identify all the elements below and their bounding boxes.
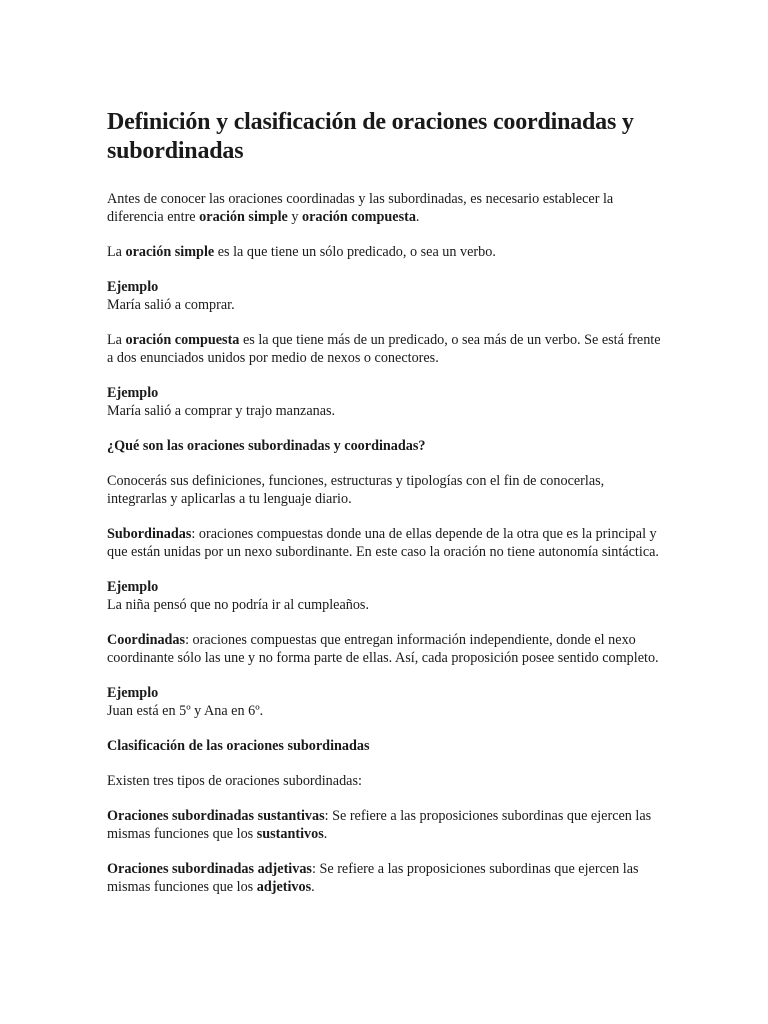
example-1 xyxy=(107,278,667,314)
adjetivas-bold: Oraciones subordinadas adjetivas xyxy=(107,861,312,877)
conoceras-paragraph: Conocerás sus definiciones, funciones, estructuras y tipologías con el fin de conocerlas, integrarlas y aplicarlas a tu lenguaje diario. xyxy=(107,473,605,507)
adjetivas-paragraph xyxy=(107,860,667,896)
intro-bold-simple: oración simple xyxy=(199,209,288,225)
simple-bold: oración simple xyxy=(125,244,215,260)
compuesta-paragraph xyxy=(107,331,667,367)
subordinadas-text: : oraciones compuestas donde una de ellas depende de la otra que es la principal y que están unidas por un nexo subordinante. En este caso la oración no tiene autonomía sintáctica. xyxy=(107,526,659,560)
adjetivas-bold-2: adjetivos xyxy=(256,879,312,895)
coordinadas-bold: Coordinadas xyxy=(107,632,186,648)
coordinadas-text: : oraciones compuestas que entregan información independiente, donde el nexo coordinante sólo las une y no forma parte de ellas. Así, cada proposición posee sentido completo. xyxy=(107,632,659,666)
intro-text-start: Antes de conocer las oraciones coordinadas y las subordinadas, es necesario establecer la diferencia entre xyxy=(107,191,614,225)
compuesta-bold: oración compuesta xyxy=(125,332,240,348)
simple-paragraph xyxy=(107,243,667,261)
sustantivas-paragraph xyxy=(107,807,667,843)
simple-text-start: La xyxy=(107,244,126,260)
example-2-text: María salió a comprar y trajo manzanas. xyxy=(107,403,336,419)
document-page xyxy=(107,108,667,913)
intro-paragraph xyxy=(107,190,667,226)
intro-text-end: . xyxy=(415,209,420,225)
page-title: Definición y clasificación de oraciones coordinadas y subordinadas xyxy=(107,109,634,164)
example-4-label: Ejemplo xyxy=(107,685,159,701)
example-2-label: Ejemplo xyxy=(107,385,159,401)
subordinadas-bold: Subordinadas xyxy=(107,526,192,542)
sustantivas-bold-2: sustantivos xyxy=(256,826,324,842)
clasificacion-heading: Clasificación de las oraciones subordinadas xyxy=(107,738,370,754)
example-3 xyxy=(107,578,667,614)
intro-text-mid: y xyxy=(287,209,303,225)
simple-text-end: es la que tiene un sólo predicado, o sea un verbo. xyxy=(214,244,496,260)
example-4-text: Juan está en 5º y Ana en 6º. xyxy=(107,703,264,719)
sustantivas-text: : Se refiere a las proposiciones subordinas que ejercen las mismas funciones que los xyxy=(107,808,652,842)
subordinadas-paragraph xyxy=(107,525,667,561)
example-2 xyxy=(107,384,667,420)
example-1-text: María salió a comprar. xyxy=(107,297,235,313)
example-4 xyxy=(107,684,667,720)
example-3-text: La niña pensó que no podría ir al cumpleaños. xyxy=(107,597,369,613)
question-heading: ¿Qué son las oraciones subordinadas y coordinadas? xyxy=(107,438,426,454)
sustantivas-end: . xyxy=(323,826,328,842)
example-1-label: Ejemplo xyxy=(107,279,159,295)
sustantivas-bold: Oraciones subordinadas sustantivas xyxy=(107,808,325,824)
compuesta-text-end: es la que tiene más de un predicado, o sea más de un verbo. Se está frente a dos enunciados unidos por medio de nexos o conectores. xyxy=(107,332,661,366)
compuesta-text-start: La xyxy=(107,332,126,348)
example-3-label: Ejemplo xyxy=(107,579,159,595)
existen-paragraph: Existen tres tipos de oraciones subordinadas: xyxy=(107,773,362,789)
coordinadas-paragraph xyxy=(107,631,667,667)
adjetivas-text: : Se refiere a las proposiciones subordinas que ejercen las mismas funciones que los xyxy=(107,861,639,895)
intro-bold-compuesta: oración compuesta xyxy=(302,209,416,225)
adjetivas-end: . xyxy=(311,879,315,895)
